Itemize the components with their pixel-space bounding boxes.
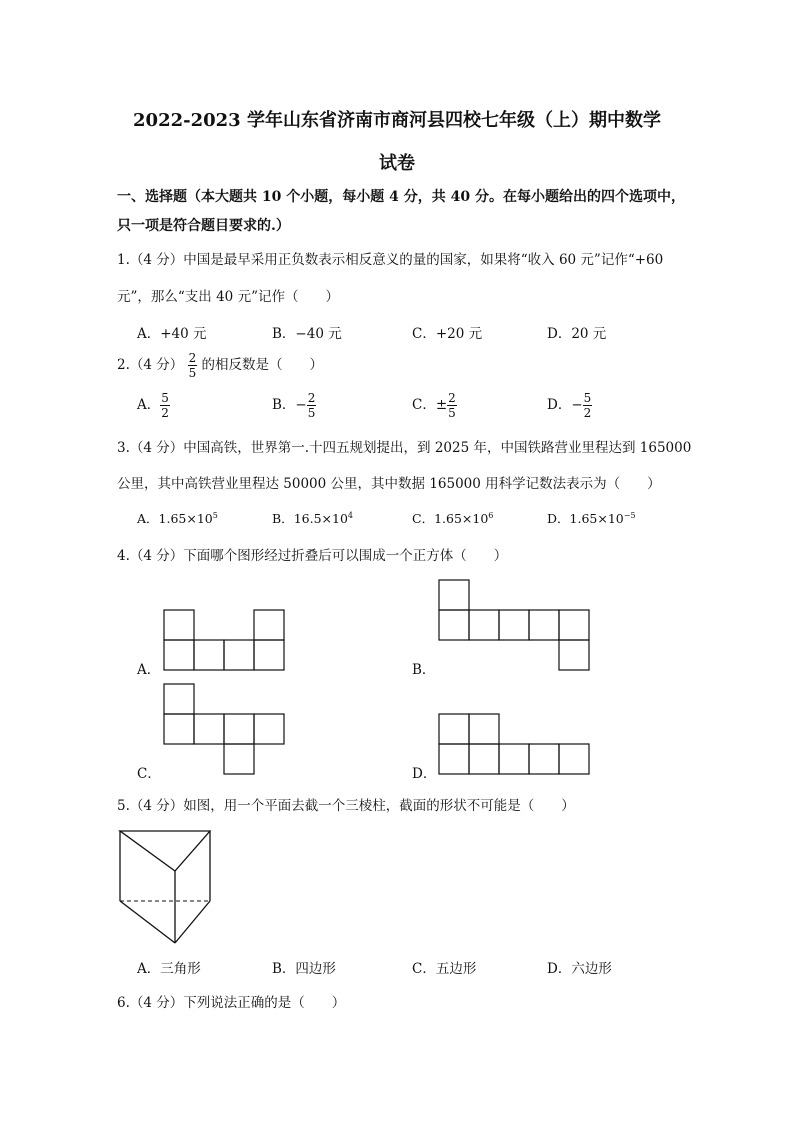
question-5-text: 5.（4 分）如图，用一个平面去截一个三棱柱，截面的形状不可能是（ ）: [117, 798, 575, 814]
net-square: [559, 610, 589, 640]
option-letter: B．: [272, 397, 296, 413]
question-2-fraction: [188, 352, 198, 379]
option-exponent: 6: [488, 510, 494, 520]
net-square: [469, 714, 499, 744]
net-square: [224, 640, 254, 670]
triangular-prism-figure: [118, 829, 214, 947]
question-3-text-cont: 公里，其中高铁营业里程达 50000 公里，其中数据 165000 用科学记数法表示为（ ）: [117, 476, 661, 492]
document-title-line2: 试卷: [379, 153, 415, 174]
option-exponent: −5: [623, 510, 636, 520]
fraction-numerator: 2: [307, 391, 316, 405]
fraction-numerator: 5: [161, 391, 169, 405]
option-fraction: [160, 392, 170, 419]
question-6-text: 6.（4 分）下列说法正确的是（ ）: [117, 995, 346, 1011]
option-base: 16.5×10: [293, 511, 348, 526]
net-square: [194, 714, 224, 744]
net-square: [469, 744, 499, 774]
q4-option-c-label: C．: [137, 766, 161, 782]
q2-option-a: [137, 392, 170, 419]
option-letter: D．: [547, 397, 572, 413]
net-square: [439, 714, 469, 744]
question-4-text: 4.（4 分）下面哪个图形经过折叠后可以围成一个正方体（ ）: [117, 548, 508, 564]
fraction-numerator: 2: [448, 391, 456, 405]
q5-option-a: A．三角形: [137, 961, 201, 977]
fraction-denominator: 5: [448, 406, 456, 420]
net-square: [439, 580, 469, 610]
net-square: [499, 744, 529, 774]
option-fraction: [447, 392, 457, 419]
q3-option-b: [272, 509, 353, 527]
net-square: [439, 744, 469, 774]
document-title-line1: 2022-2023 学年山东省济南市商河县四校七年级（上）期中数学: [133, 110, 661, 131]
section-heading: 一、选择题（本大题共 10 个小题，每小题 4 分，共 40 分。在每小题给出的四个选项中，: [117, 189, 685, 205]
cube-net-c: [163, 683, 285, 775]
question-1-text: 1.（4 分）中国是最早采用正负数表示相反意义的量的国家，如果将“收入 60 元”记作“+60: [117, 252, 664, 268]
q1-option-d: D．20 元: [547, 326, 607, 342]
option-letter: A．: [137, 511, 159, 526]
prism-solid-edges: [120, 831, 210, 943]
net-square: [164, 714, 194, 744]
net-square: [224, 714, 254, 744]
question-1-text-cont: 元”，那么“支出 40 元”记作（ ）: [117, 289, 339, 305]
prism-bottom-left-edge: [120, 901, 175, 943]
option-sign: −: [295, 397, 307, 413]
net-square: [164, 684, 194, 714]
option-letter: B．: [272, 511, 294, 526]
option-fraction: [583, 392, 593, 419]
net-square: [254, 640, 284, 670]
prism-top-face: [120, 831, 210, 871]
option-exponent: 5: [212, 510, 218, 520]
q3-option-d: [547, 509, 636, 527]
fraction-denominator: 5: [188, 366, 197, 380]
option-sign: ±: [435, 397, 448, 413]
q1-option-b: B．−40 元: [272, 326, 342, 342]
net-square: [164, 640, 194, 670]
net-square: [224, 744, 254, 774]
prism-bottom-right-edge: [175, 901, 210, 943]
question-2-prefix: 2.（4 分）: [117, 357, 184, 373]
section-heading-cont: 只一项是符合题目要求的.）: [117, 218, 290, 234]
cube-net-a: [163, 609, 285, 671]
q5-option-c: C．五边形: [412, 961, 477, 977]
q5-option-b: B．四边形: [272, 961, 336, 977]
net-square: [439, 610, 469, 640]
q3-option-c: [412, 509, 493, 527]
net-square: [254, 714, 284, 744]
q4-option-d-label: D．: [412, 766, 437, 782]
q2-option-c: [412, 392, 457, 419]
net-square: [194, 640, 224, 670]
option-base: 1.65×10: [569, 511, 624, 526]
option-sign: −: [571, 397, 583, 413]
net-square: [469, 610, 499, 640]
net-square: [529, 744, 559, 774]
option-base: 1.65×10: [158, 511, 213, 526]
question-3-text: 3.（4 分）中国高铁，世界第一.十四五规划提出，到 2025 年，中国铁路营业里程达到 165000: [117, 440, 692, 456]
fraction-denominator: 2: [161, 406, 169, 420]
option-letter: A．: [137, 397, 161, 413]
option-letter: C．: [412, 397, 436, 413]
q3-option-a: [137, 509, 218, 527]
q2-option-b: [272, 392, 316, 419]
fraction-numerator: 2: [188, 351, 197, 365]
q5-option-d: D．六边形: [547, 961, 612, 977]
fraction-denominator: 5: [307, 406, 316, 420]
q4-option-a-label: A．: [137, 662, 161, 678]
q4-option-b-label: B．: [412, 662, 436, 678]
net-square: [164, 610, 194, 640]
net-square: [254, 610, 284, 640]
question-2-text: [117, 352, 323, 379]
option-base: 1.65×10: [434, 511, 489, 526]
option-fraction: [307, 392, 317, 419]
cube-net-d: [438, 713, 590, 775]
q2-option-d: [547, 392, 592, 419]
fraction-denominator: 2: [583, 406, 592, 420]
net-square: [559, 744, 589, 774]
option-exponent: 4: [347, 510, 353, 520]
q1-option-c: C．+20 元: [412, 326, 483, 342]
net-square: [499, 610, 529, 640]
q1-option-a: A．+40 元: [137, 326, 207, 342]
net-square: [529, 610, 559, 640]
option-letter: C．: [412, 511, 435, 526]
option-letter: D．: [547, 511, 570, 526]
cube-net-b: [438, 579, 590, 671]
question-2-suffix: 的相反数是（ ）: [201, 357, 323, 373]
fraction-numerator: 5: [583, 391, 592, 405]
net-square: [559, 640, 589, 670]
